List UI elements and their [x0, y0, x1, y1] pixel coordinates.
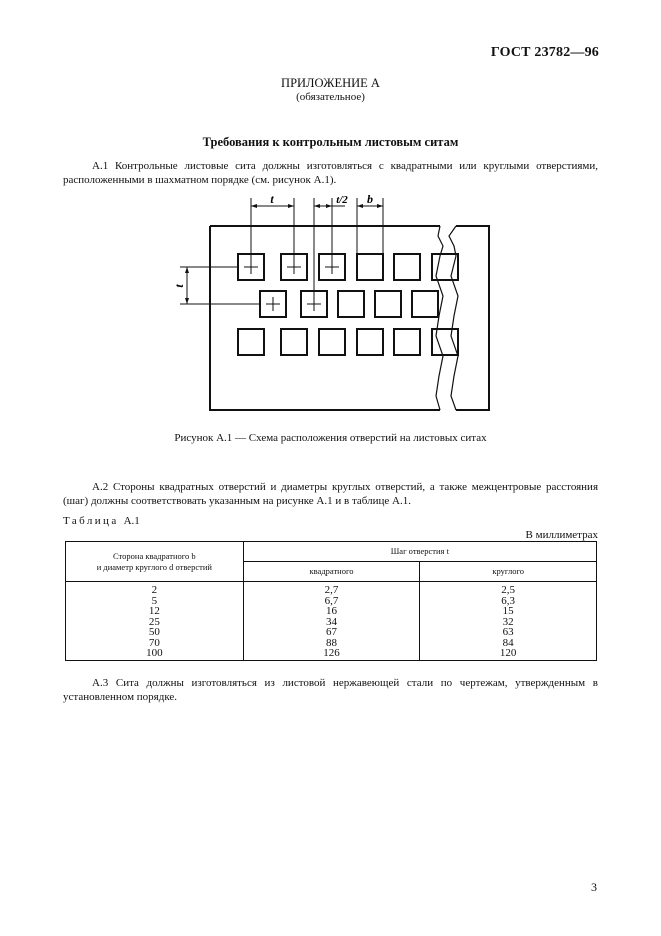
cell-side: 100 [66, 648, 244, 660]
table-row [66, 648, 597, 660]
paragraph-a1: А.1 Контрольные листовые сита должны изготовляться с квадратными или круглыми отверстиями, расположенными в шахматном порядке (см. рисунок А.1). [63, 160, 598, 186]
table-row [66, 582, 597, 596]
standard-number: ГОСТ 23782—96 [490, 45, 599, 60]
table-units: В миллиметрах [525, 529, 598, 541]
arrow [377, 204, 383, 208]
section-title: Требования к контрольным листовым ситам [202, 135, 459, 149]
table-row [66, 606, 597, 617]
hole-square [319, 329, 345, 355]
cell-side: 2 [66, 582, 244, 596]
hole-square [394, 329, 420, 355]
paragraph-a2: А.2 Стороны квадратных отверстий и диаметры круглых отверстий, а также межцентровые расстояния (шаг) должны соответствовать указанным на рисунке А.1 и в таблице А.1. [63, 481, 598, 507]
cell-square: 2,7 [243, 582, 420, 596]
hole-square [281, 329, 307, 355]
cell-square: 126 [243, 648, 420, 660]
arrow [185, 298, 189, 304]
cell-round: 6,3 [420, 596, 597, 607]
cell-round: 2,5 [420, 582, 597, 596]
label-side: b [367, 192, 373, 206]
arrow [288, 204, 294, 208]
hole-square [375, 291, 401, 317]
cell-side: 70 [66, 638, 244, 649]
cell-side: 12 [66, 606, 244, 617]
cell-side: 5 [66, 596, 244, 607]
hole-square [357, 254, 383, 280]
arrow [185, 267, 189, 273]
cell-square: 67 [243, 627, 420, 638]
cell-round: 63 [420, 627, 597, 638]
arrow [357, 204, 363, 208]
cell-round: 120 [420, 648, 597, 660]
extension-lines [251, 198, 383, 304]
label-half-pitch: t/2 [336, 194, 348, 206]
header-side-diameter [66, 542, 244, 582]
arrow [251, 204, 257, 208]
label-pitch: t [270, 192, 274, 206]
table-label-word: Таблица [63, 515, 119, 527]
center-cross [266, 297, 280, 311]
paragraph-a3: А.3 Сита должны изготовляться из листовой нержавеющей стали по чертежам, утвержденным в установленном порядке. [63, 677, 598, 703]
cell-round: 15 [420, 606, 597, 617]
header-side-line2: и диаметр круглого d отверстий [96, 561, 212, 572]
cell-square: 88 [243, 638, 420, 649]
header-round: круглого [420, 562, 597, 582]
cell-square: 34 [243, 617, 420, 628]
page-number: 3 [591, 880, 597, 894]
hole-square [338, 291, 364, 317]
table-label [63, 515, 140, 527]
figure-caption: Рисунок А.1 — Схема расположения отверстий на листовых ситах [174, 432, 487, 444]
cell-side: 25 [66, 617, 244, 628]
hole-square [238, 329, 264, 355]
arrow [326, 204, 332, 208]
pitch-table [65, 541, 597, 661]
hole-square [412, 291, 438, 317]
table-label-number: А.1 [123, 515, 140, 527]
hole-square [394, 254, 420, 280]
annex-subtitle: (обязательное) [296, 91, 365, 103]
cell-round: 84 [420, 638, 597, 649]
label-row-pitch: t [172, 284, 186, 288]
annex-title: ПРИЛОЖЕНИЕ А [281, 76, 380, 90]
cell-round: 32 [420, 617, 597, 628]
header-pitch-group: Шаг отверстия t [243, 542, 596, 562]
hole-square [357, 329, 383, 355]
cell-side: 50 [66, 627, 244, 638]
cell-square: 6,7 [243, 596, 420, 607]
table-row [66, 627, 597, 638]
header-side-line1: Сторона квадратного b [112, 550, 196, 561]
cell-square: 16 [243, 606, 420, 617]
row-pitch-extension [180, 267, 260, 304]
sieve-hole-diagram [0, 190, 661, 422]
header-square: квадратного [243, 562, 420, 582]
arrow [314, 204, 320, 208]
